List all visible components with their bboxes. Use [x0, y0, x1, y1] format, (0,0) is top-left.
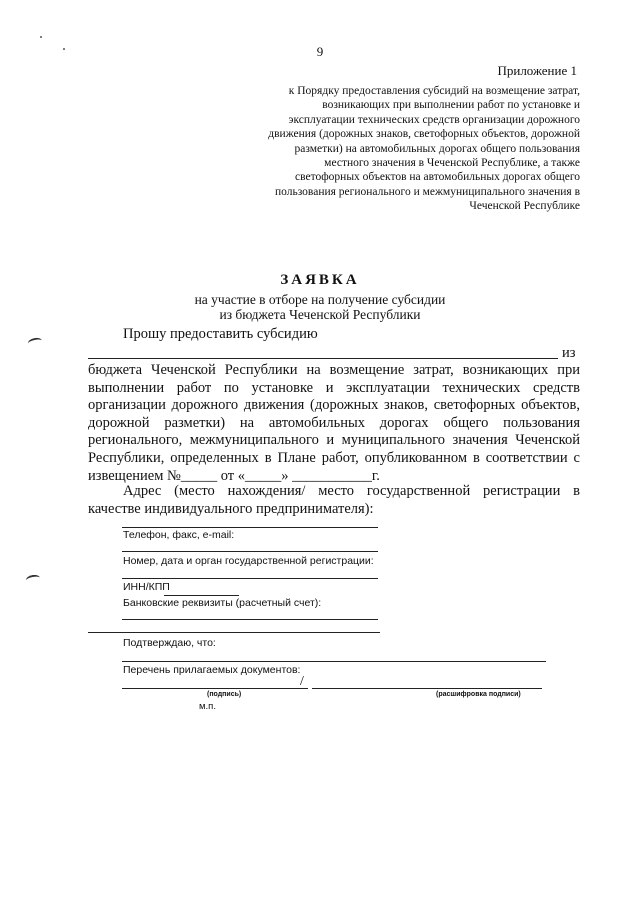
address-label: Адрес (место нахождения/ место государственной регистрации в качестве индивидуального предпринимателя):: [88, 483, 580, 517]
signature-separator: /: [300, 674, 304, 689]
request-body-text: бюджета Чеченской Республики на возмещение затрат, возникающих при выполнении работ по установке и эксплуатации технических средств организации дорожного движения (дорожных знаков, светофорных объектов, дорожной разметки) на автомобильных дорогах общего пользования регионального, межмуниципального и муниципального значения Чеченской Республики, определенных в Плане работ, опубликованном в соответствии с извещением №_____ от «_____» ___________г.: [88, 362, 580, 484]
documents-field-label: Перечень прилагаемых документов:: [123, 664, 301, 676]
inn-line[interactable]: [164, 595, 239, 596]
signature-caption: (подпись): [207, 691, 242, 698]
stamp-label: м.п.: [199, 701, 216, 712]
appendix-reference: к Порядку предоставления субсидий на возмещение затрат, возникающих при выполнении работ по установке и эксплуатации технических средств организации дорожного движения (дорожных знаков, светофорных объектов, дорожной разметки) на автомобильных дорогах общего пользования местного значения в Чеченской Республике, а также светофорных объектов на автомобильных дорогах общего пользования регионального и межмуниципального значения в Чеченской Республике: [268, 85, 580, 213]
signature-line[interactable]: [122, 688, 308, 689]
from-word: из: [562, 345, 576, 361]
scan-speck: [40, 36, 42, 38]
address-line[interactable]: [122, 527, 378, 528]
signature-decoding-caption: (расшифровка подписи): [436, 691, 521, 698]
request-line: Прошу предоставить субсидию: [123, 326, 318, 342]
phone-field-label: Телефон, факс, e-mail:: [123, 529, 235, 541]
confirm-line[interactable]: [122, 661, 546, 662]
signature-decoding-line[interactable]: [312, 688, 542, 689]
document-subtitle: [0, 292, 640, 322]
registration-line[interactable]: [122, 578, 378, 579]
subtitle-line-1: на участие в отборе на получение субсидии: [194, 292, 446, 307]
bank-line-2[interactable]: [88, 632, 380, 633]
bank-field-label: Банковские реквизиты (расчетный счет):: [123, 597, 322, 609]
document-title: ЗАЯВКА: [280, 272, 360, 288]
binder-hole-mark: [27, 337, 42, 348]
confirm-field-label: Подтверждаю, что:: [123, 637, 216, 649]
phone-line[interactable]: [122, 551, 378, 552]
bank-line[interactable]: [122, 619, 378, 620]
subtitle-line-2: из бюджета Чеченской Республики: [219, 307, 421, 322]
binder-hole-mark: [25, 574, 40, 584]
inn-field-label: ИНН/КПП: [123, 581, 170, 593]
appendix-label: Приложение 1: [497, 63, 577, 78]
registration-field-label: Номер, дата и орган государственной регистрации:: [123, 555, 374, 567]
applicant-name-line[interactable]: [88, 358, 558, 359]
page-number: 9: [316, 44, 324, 59]
